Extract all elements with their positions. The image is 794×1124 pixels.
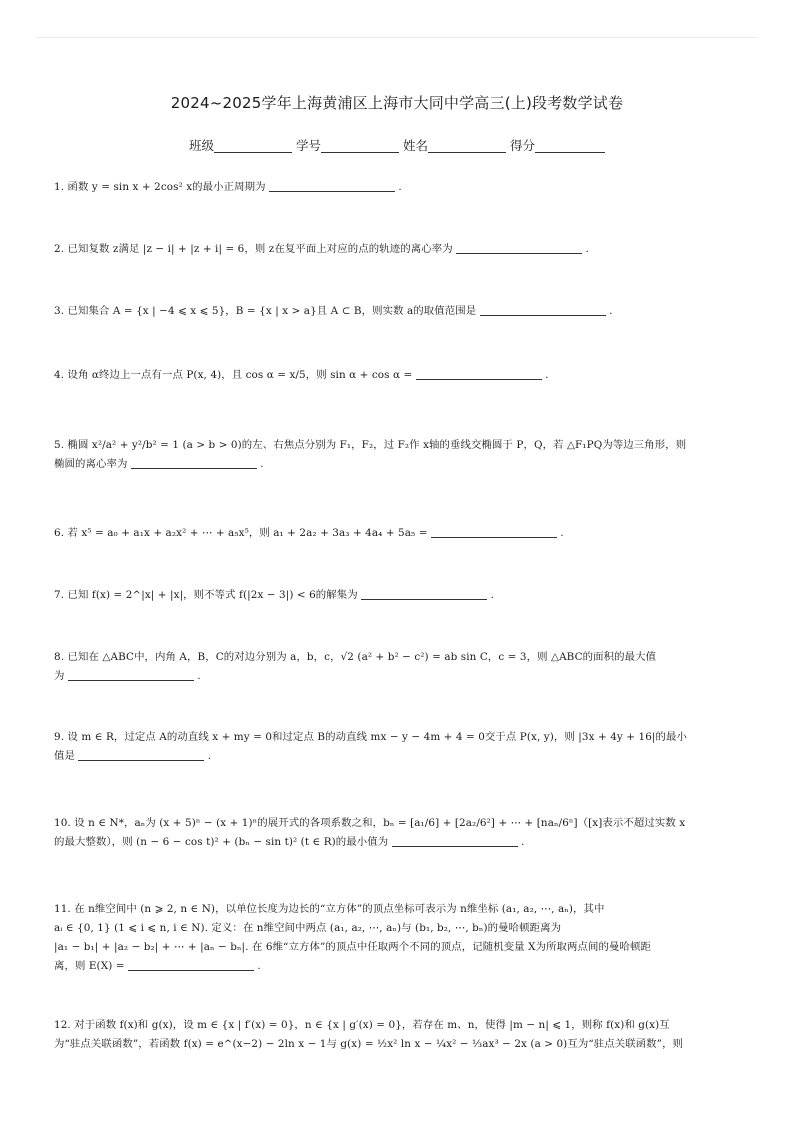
question-line: 4. 设角 α终边上一点有一点 P(x, 4)，且 cos α = x/5，则 sin α + cos α = . bbox=[54, 369, 549, 381]
question-line: 3. 已知集合 A = {x | −4 ⩽ x ⩽ 5}，B = {x | x > a}且 A ⊂ B，则实数 a的取值范围是 . bbox=[54, 305, 613, 317]
question-line: aᵢ ∈ {0, 1} (1 ⩽ i ⩽ n, i ∈ N). 定义：在 n维空间中两点 (a₁, a₂, ⋯, aₙ)与 (b₁, b₂, ⋯, bₙ)的曼哈顿距离为 bbox=[54, 922, 562, 934]
question-3 bbox=[54, 302, 744, 321]
question-2 bbox=[54, 240, 744, 259]
answer-blank[interactable] bbox=[456, 241, 582, 254]
number-field[interactable] bbox=[321, 138, 399, 153]
answer-blank[interactable] bbox=[480, 303, 606, 316]
student-info-row bbox=[0, 136, 794, 154]
question-line: 为 . bbox=[54, 670, 201, 682]
class-label: 班级 bbox=[188, 138, 214, 153]
answer-blank[interactable] bbox=[128, 958, 254, 971]
question-12 bbox=[54, 1016, 744, 1054]
question-11 bbox=[54, 900, 744, 976]
answer-blank[interactable] bbox=[78, 748, 204, 761]
question-6 bbox=[54, 524, 744, 543]
question-8 bbox=[54, 648, 744, 686]
page-title: 2024~2025学年上海黄浦区上海市大同中学高三(上)段考数学试卷 bbox=[170, 94, 624, 112]
answer-blank[interactable] bbox=[131, 456, 257, 469]
question-line: 离，则 E(X) = . bbox=[54, 960, 261, 972]
question-line: 11. 在 n维空间中 (n ⩾ 2, n ∈ N)，以单位长度为边长的“立方体”的顶点坐标可表示为 n维坐标 (a₁, a₂, ⋯, aₙ)，其中 bbox=[54, 903, 605, 915]
question-1 bbox=[54, 178, 744, 197]
question-line: 7. 已知 f(x) = 2^|x| + |x|，则不等式 f(|2x − 3|) < 6的解集为 . bbox=[54, 589, 494, 601]
number-label: 学号 bbox=[295, 138, 321, 153]
question-line: 8. 已知在 △ABC中，内角 A，B，C的对边分别为 a，b，c，√2 (a² + b² − c²) = ab sin C，c = 3，则 △ABC的面积的最大值 bbox=[54, 651, 657, 663]
question-line: 值是 . bbox=[54, 750, 212, 762]
answer-blank[interactable] bbox=[431, 525, 557, 538]
question-line: 12. 对于函数 f(x)和 g(x)，设 m ∈ {x | f′(x) = 0}，n ∈ {x | g′(x) = 0}，若存在 m、n，使得 |m − n| ⩽ 1，则称 f(x)和 g(x)互 bbox=[54, 1019, 670, 1031]
question-line: 1. 函数 y = sin x + 2cos² x的最小正周期为 . bbox=[54, 181, 402, 193]
answer-blank[interactable] bbox=[68, 668, 194, 681]
question-4 bbox=[54, 366, 744, 385]
answer-blank[interactable] bbox=[416, 367, 542, 380]
question-line: 2. 已知复数 z满足 |z − i| + |z + i| = 6，则 z在复平面上对应的点的轨迹的离心率为 . bbox=[54, 243, 589, 255]
question-9 bbox=[54, 728, 744, 766]
name-label: 姓名 bbox=[402, 138, 428, 153]
question-7 bbox=[54, 586, 744, 605]
answer-blank[interactable] bbox=[269, 179, 395, 192]
name-field[interactable] bbox=[428, 138, 506, 153]
question-10 bbox=[54, 814, 744, 852]
question-line: 9. 设 m ∈ R，过定点 A的动直线 x + my = 0和过定点 B的动直线 mx − y − 4m + 4 = 0交于点 P(x, y)，则 |3x + 4y + 16|的最小 bbox=[54, 731, 687, 743]
question-5 bbox=[54, 436, 744, 474]
score-label: 得分 bbox=[509, 138, 535, 153]
page-top-rule bbox=[36, 37, 758, 38]
question-line: 6. 若 x⁵ = a₀ + a₁x + a₂x² + ⋯ + a₅x⁵，则 a₁ + 2a₂ + 3a₃ + 4a₄ + 5a₅ = . bbox=[54, 527, 564, 539]
question-line: 5. 椭圆 x²/a² + y²/b² = 1 (a > b > 0)的左、右焦点分别为 F₁，F₂，过 F₂作 x轴的垂线交椭圆于 P，Q，若 △F₁PQ为等边三角形，则 bbox=[54, 439, 687, 451]
answer-blank[interactable] bbox=[361, 587, 487, 600]
answer-blank[interactable] bbox=[392, 834, 518, 847]
score-field[interactable] bbox=[535, 138, 605, 153]
question-line: |a₁ − b₁| + |a₂ − b₂| + ⋯ + |aₙ − bₙ|. 在 6维“立方体”的顶点中任取两个不同的顶点，记随机变量 X为所取两点间的曼哈顿距 bbox=[54, 941, 651, 953]
question-line: 10. 设 n ∈ N*，aₙ为 (x + 5)ⁿ − (x + 1)ⁿ的展开式的各项系数之和，bₙ = [a₁/6] + [2a₂/6²] + ⋯ + [naₙ/6ⁿ]（[x]表示不超过实数 x bbox=[54, 817, 686, 829]
question-line: 椭圆的离心率为 . bbox=[54, 458, 264, 470]
question-line: 为“驻点关联函数”，若函数 f(x) = e^(x−2) − 2ln x − 1与 g(x) = ½x² ln x − ¼x² − ⅓ax³ − 2x (a > 0)互为“驻点关联函数”，则 bbox=[54, 1038, 684, 1050]
class-field[interactable] bbox=[214, 138, 292, 153]
question-line: 的最大整数），则 (n − 6 − cos t)² + (bₙ − sin t)² (t ∈ R)的最小值为 . bbox=[54, 836, 525, 848]
